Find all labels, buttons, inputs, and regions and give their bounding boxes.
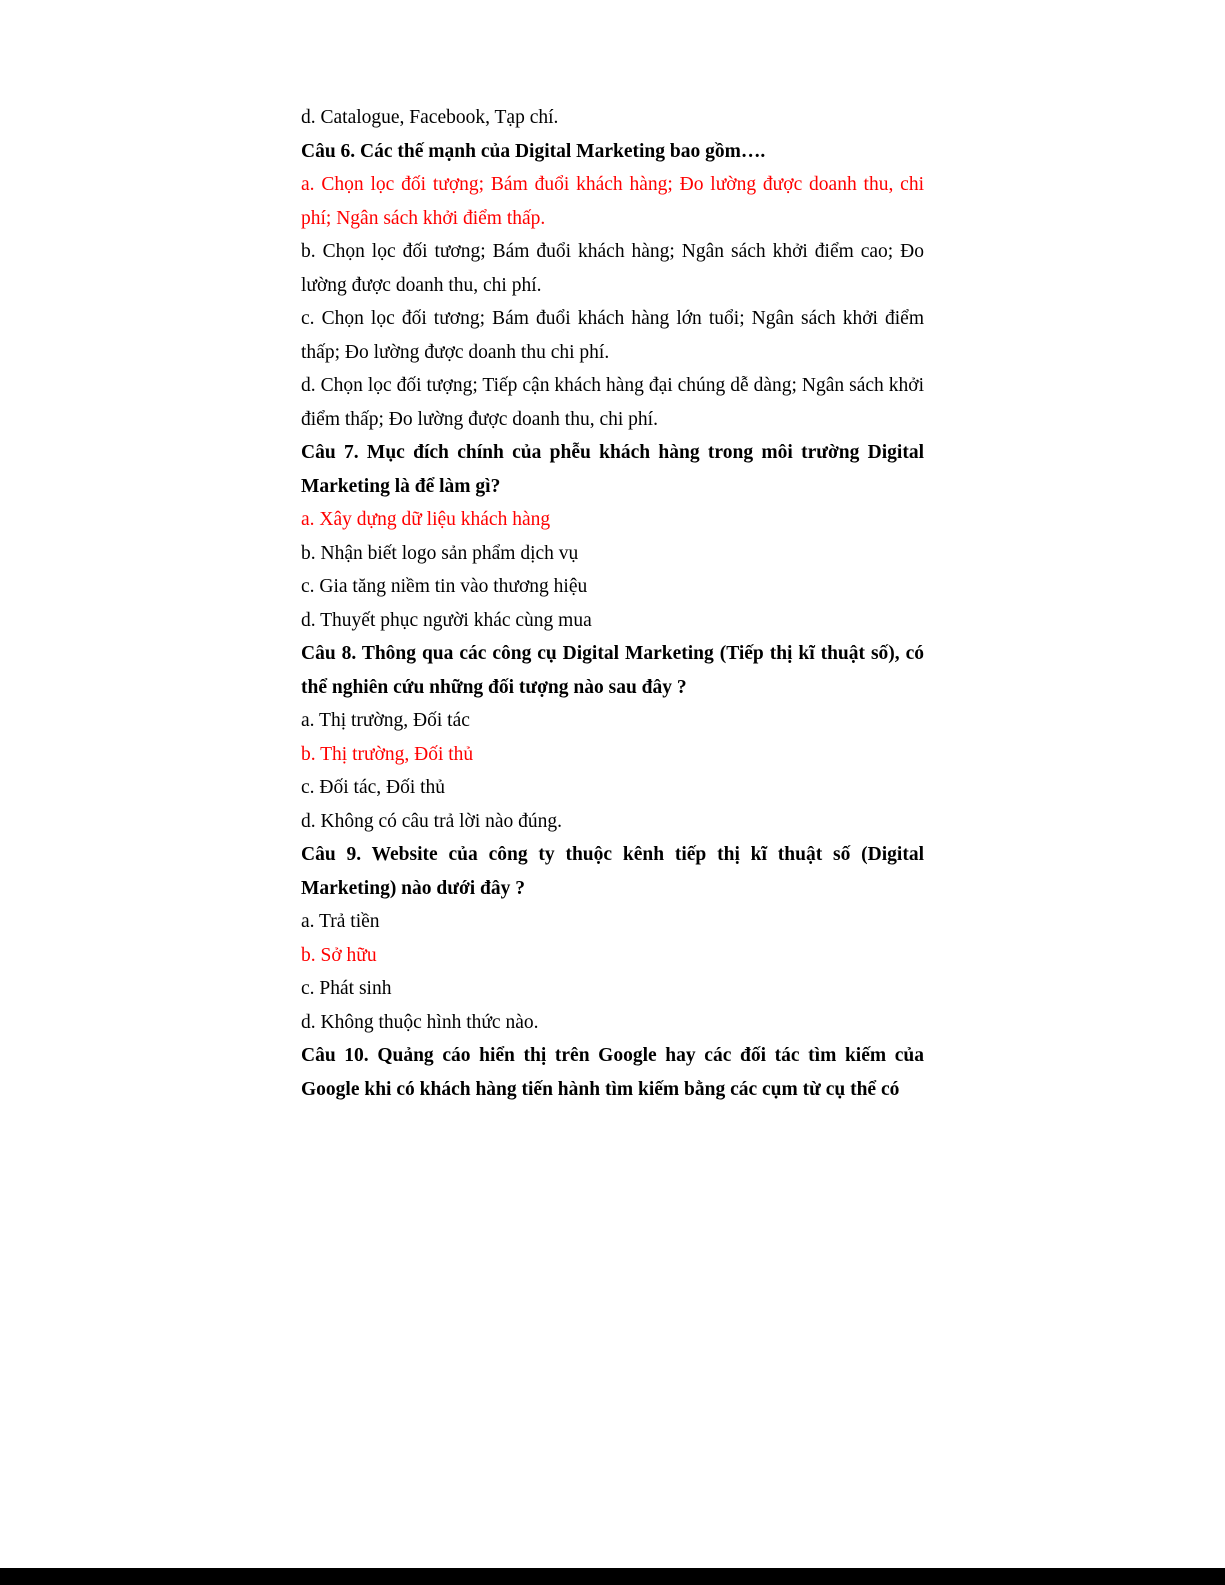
option-6d: d. Chọn lọc đối tượng; Tiếp cận khách hàng đại chúng dễ dàng; Ngân sách khởi điểm thấp; Đo lường được doanh thu, chi phí. xyxy=(301,375,924,430)
option-8a: a. Thị trường, Đối tác xyxy=(301,710,470,731)
option-7d: d. Thuyết phục người khác cùng mua xyxy=(301,609,592,631)
option-9c: c. Phát sinh xyxy=(301,978,392,999)
question-10: Câu 10. Quảng cáo hiển thị trên Google hay các đối tác tìm kiếm của Google khi có khách hàng tiến hành tìm kiếm bằng các cụm từ cụ thể có xyxy=(301,1045,924,1100)
option-6c: c. Chọn lọc đối tương; Bám đuổi khách hàng lớn tuổi; Ngân sách khởi điểm thấp; Đo lường được doanh thu chi phí. xyxy=(301,308,924,363)
option-7c: c. Gia tăng niềm tin vào thương hiệu xyxy=(301,576,588,597)
question-6: Câu 6. Các thế mạnh của Digital Marketing bao gồm…. xyxy=(301,140,766,162)
option-8c: c. Đối tác, Đối thủ xyxy=(301,777,446,798)
document-body xyxy=(301,101,924,1106)
question-9: Câu 9. Website của công ty thuộc kênh tiếp thị kĩ thuật số (Digital Marketing) nào dưới đây ? xyxy=(301,844,924,899)
option-9a: a. Trả tiền xyxy=(301,911,380,932)
option-8d: d. Không có câu trả lời nào đúng. xyxy=(301,810,563,832)
option-9d: d. Không thuộc hình thức nào. xyxy=(301,1011,539,1033)
option-5d: d. Catalogue, Facebook, Tạp chí. xyxy=(301,107,559,128)
option-7a: a. Xây dựng dữ liệu khách hàng xyxy=(301,509,551,530)
option-8b: b. Thị trường, Đối thủ xyxy=(301,743,474,765)
question-7: Câu 7. Mục đích chính của phễu khách hàng trong môi trường Digital Marketing là để làm gì? xyxy=(301,442,924,497)
option-7b: b. Nhận biết logo sản phẩm dịch vụ xyxy=(301,542,579,564)
option-6a: a. Chọn lọc đối tượng; Bám đuổi khách hàng; Đo lường được doanh thu, chi phí; Ngân sách khởi điểm thấp. xyxy=(301,174,924,229)
page-bottom-border xyxy=(0,1568,1225,1585)
option-6b: b. Chọn lọc đối tương; Bám đuổi khách hàng; Ngân sách khởi điểm cao; Đo lường được doanh thu, chi phí. xyxy=(301,241,924,296)
question-8: Câu 8. Thông qua các công cụ Digital Marketing (Tiếp thị kĩ thuật số), có thể nghiên cứu những đối tượng nào sau đây ? xyxy=(301,643,924,698)
option-9b: b. Sở hữu xyxy=(301,944,377,966)
